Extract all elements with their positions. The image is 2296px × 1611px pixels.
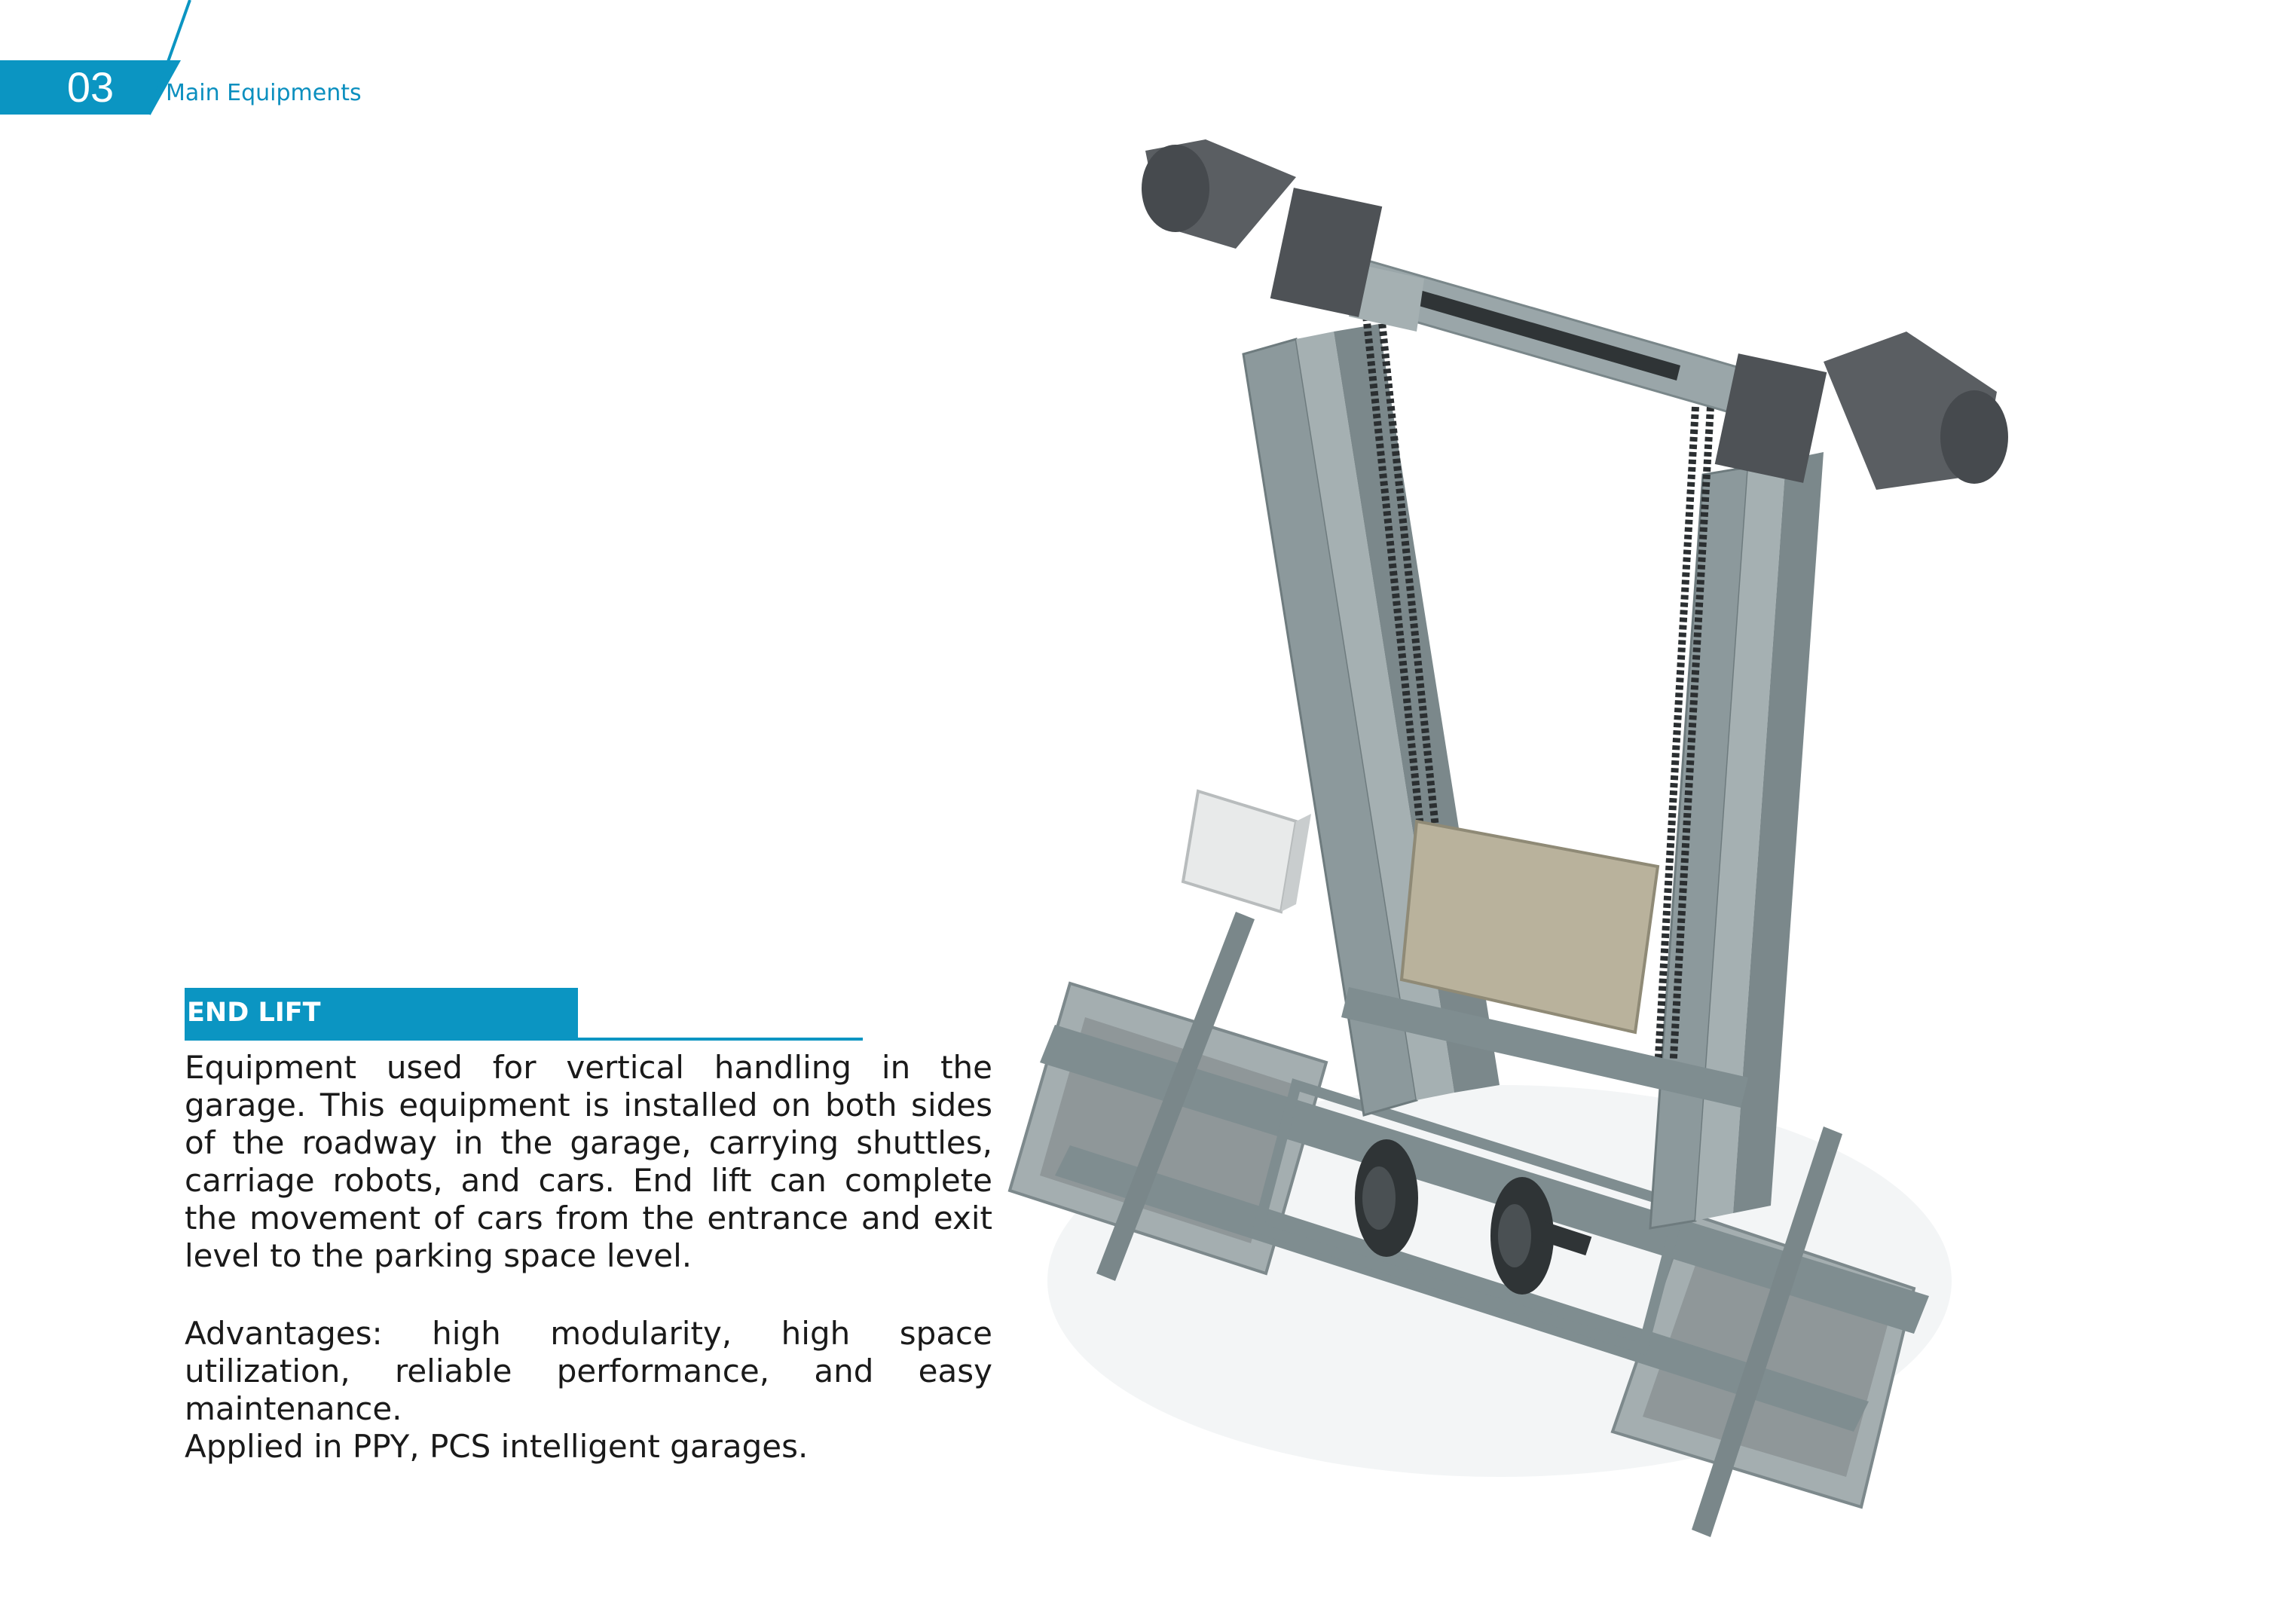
advantages-paragraph: Advantages: high modularity, high space utilization, reliable performance, and easy maintenance. xyxy=(185,1315,992,1427)
section-title: Main Equipments xyxy=(166,80,362,106)
end-lift-illustration xyxy=(965,113,2035,1567)
description-paragraph: Equipment used for vertical handling in the garage. This equipment is installed on both sides of the roadway in the garage, carrying shuttles, carriage robots, and cars. End lift can complete the movement of cars from the entrance and exit level to the parking space level. xyxy=(185,1049,992,1274)
applications-paragraph: Applied in PPY, PCS intelligent garages. xyxy=(185,1428,809,1465)
motor-left-cap xyxy=(1142,145,1209,232)
section-number: 03 xyxy=(66,63,115,111)
control-box xyxy=(1183,791,1311,912)
heading-label: END LIFT xyxy=(187,998,321,1028)
right-mast xyxy=(1650,452,1824,1228)
motor-right-cap xyxy=(1940,390,2008,484)
heading-underline xyxy=(185,1038,863,1041)
